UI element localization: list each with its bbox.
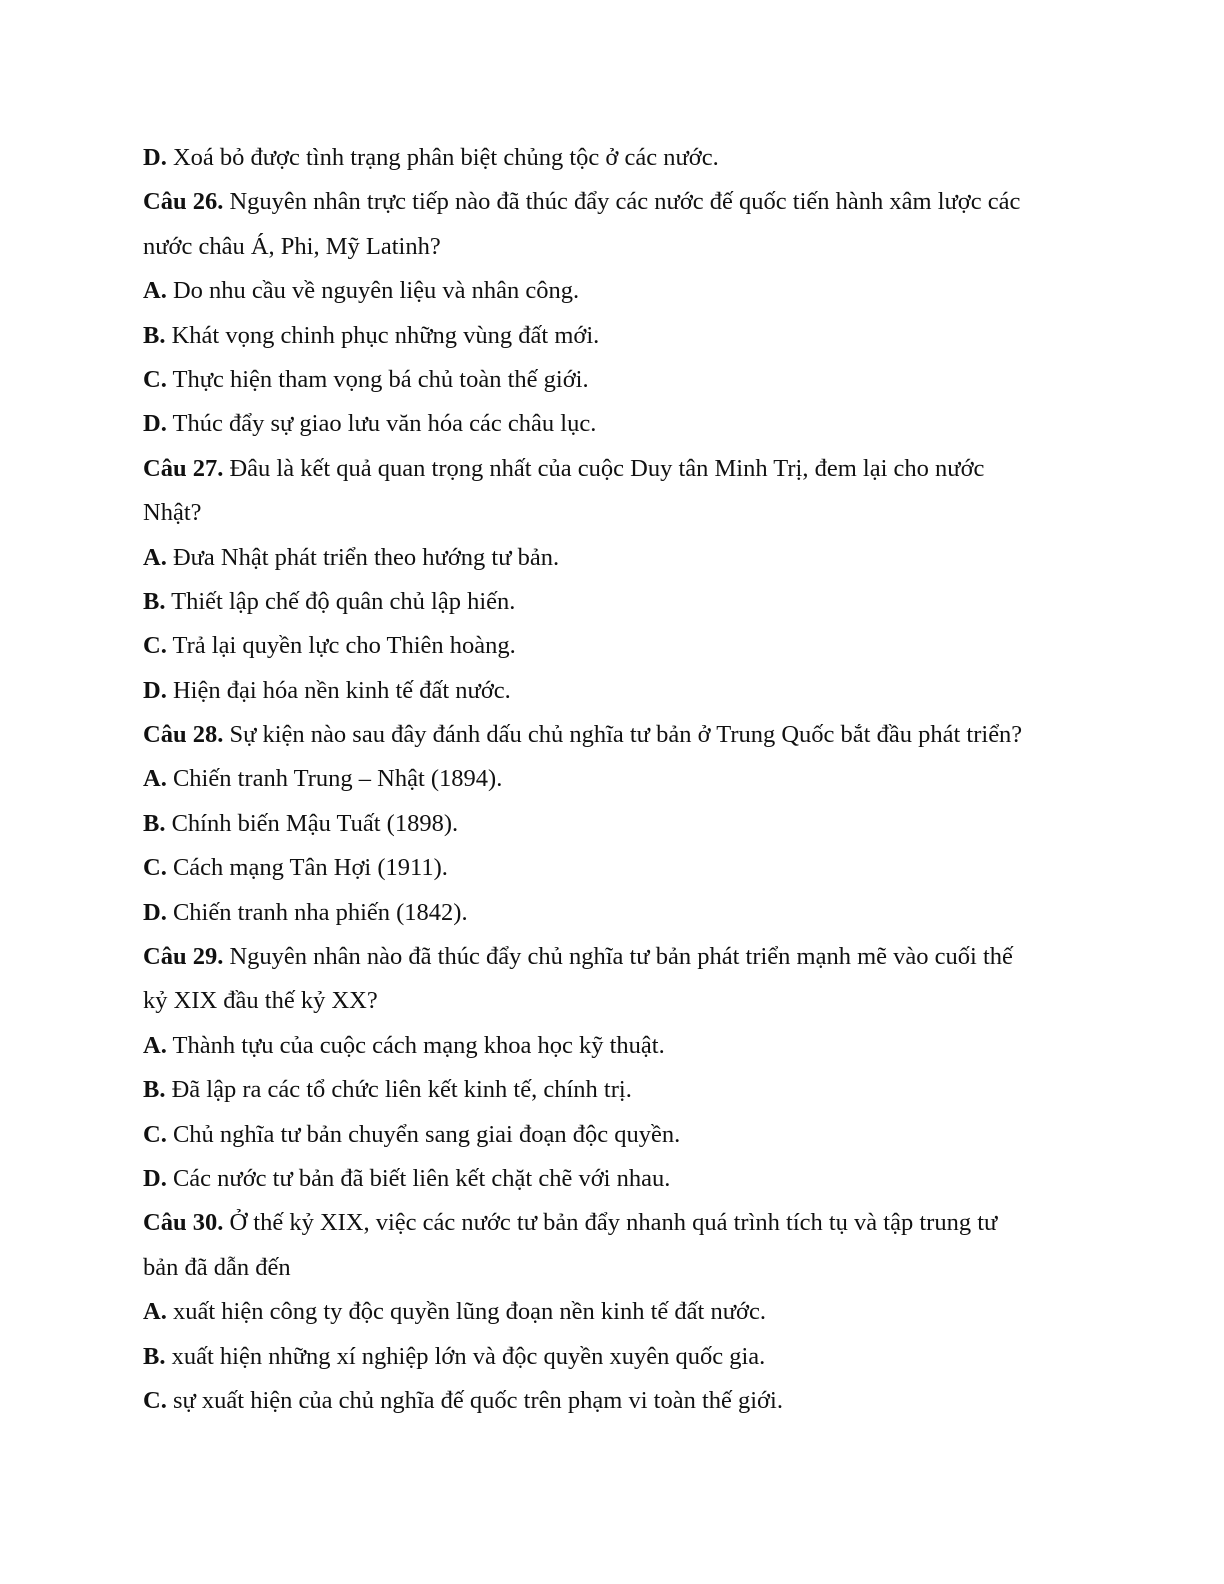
option-line [143, 1157, 1083, 1201]
option-text: xuất hiện công ty độc quyền lũng đoạn nền kinh tế đất nước. [166, 1298, 766, 1326]
option-line [143, 802, 1083, 846]
option-text: Chiến tranh Trung – Nhật (1894). [166, 765, 503, 793]
option-line [143, 136, 1083, 180]
question-text: Ở thế kỷ XIX, việc các nước tư bản đẩy nhanh quá trình tích tụ và tập trung tư [223, 1209, 998, 1237]
option-text: Hiện đại hóa nền kinh tế đất nước. [166, 676, 511, 704]
option-line [143, 314, 1083, 358]
option-text: Cách mạng Tân Hợi (1911). [166, 854, 448, 882]
option-text: Đã lập ra các tổ chức liên kết kinh tế, chính trị. [165, 1076, 632, 1104]
question-line [143, 180, 1083, 224]
option-line [143, 891, 1083, 935]
option-line [143, 536, 1083, 580]
option-text: Thực hiện tham vọng bá chủ toàn thế giới. [166, 365, 589, 393]
option-line [143, 1024, 1083, 1068]
option-label: A. [143, 1298, 167, 1326]
question-label: Câu 26. [143, 188, 224, 216]
option-line [143, 669, 1083, 713]
question-text: kỷ XIX đầu thế kỷ XX? [143, 987, 378, 1015]
option-line [143, 624, 1083, 668]
question-text: nước châu Á, Phi, Mỹ Latinh? [143, 232, 441, 260]
option-label: D. [143, 410, 167, 438]
question-line [143, 713, 1083, 757]
option-label: C. [143, 365, 167, 393]
question-label: Câu 29. [143, 943, 224, 971]
option-label: D. [143, 144, 167, 171]
option-line [143, 269, 1083, 313]
option-label: C. [143, 854, 167, 882]
question-line [143, 447, 1083, 491]
option-label: B. [143, 1076, 166, 1104]
question-text: Nguyên nhân nào đã thúc đẩy chủ nghĩa tư bản phát triển mạnh mẽ vào cuối thế [223, 943, 1013, 971]
document-page [143, 136, 1083, 1423]
question-line [143, 1201, 1083, 1245]
option-line [143, 402, 1083, 446]
option-label: A. [143, 765, 167, 793]
question-continuation [143, 1246, 1083, 1290]
question-text: Nguyên nhân trực tiếp nào đã thúc đẩy các nước đế quốc tiến hành xâm lược các [223, 188, 1021, 216]
option-text: Thành tựu của cuộc cách mạng khoa học kỹ thuật. [166, 1031, 665, 1059]
option-text: xuất hiện những xí nghiệp lớn và độc quyền xuyên quốc gia. [165, 1342, 766, 1370]
option-label: D. [143, 676, 167, 704]
option-text: Do nhu cầu về nguyên liệu và nhân công. [166, 277, 580, 305]
option-line [143, 757, 1083, 801]
option-text: Thúc đẩy sự giao lưu văn hóa các châu lục. [166, 410, 597, 438]
option-label: C. [143, 632, 167, 660]
option-line [143, 1068, 1083, 1112]
option-text: Xoá bỏ được tình trạng phân biệt chủng tộc ở các nước. [166, 144, 719, 171]
question-line [143, 935, 1083, 979]
question-continuation [143, 225, 1083, 269]
question-continuation [143, 979, 1083, 1023]
option-label: B. [143, 321, 166, 349]
option-label: B. [143, 587, 166, 615]
option-text: Đưa Nhật phát triển theo hướng tư bản. [166, 543, 560, 571]
question-text: bản đã dẫn đến [143, 1253, 291, 1281]
question-text: Sự kiện nào sau đây đánh dấu chủ nghĩa tư bản ở Trung Quốc bắt đầu phát triển? [223, 721, 1023, 749]
option-text: Trả lại quyền lực cho Thiên hoàng. [166, 632, 516, 660]
question-continuation [143, 491, 1083, 535]
option-label: A. [143, 1031, 167, 1059]
option-line [143, 1290, 1083, 1334]
question-label: Câu 27. [143, 454, 224, 482]
option-text: Các nước tư bản đã biết liên kết chặt chẽ với nhau. [166, 1164, 671, 1192]
option-text: Thiết lập chế độ quân chủ lập hiến. [165, 587, 516, 615]
option-text: sự xuất hiện của chủ nghĩa đế quốc trên phạm vi toàn thế giới. [166, 1386, 783, 1414]
option-label: B. [143, 809, 166, 837]
question-text: Nhật? [143, 499, 202, 527]
option-text: Chủ nghĩa tư bản chuyển sang giai đoạn độc quyền. [166, 1120, 681, 1148]
question-label: Câu 30. [143, 1209, 224, 1237]
option-label: C. [143, 1386, 167, 1414]
option-line [143, 358, 1083, 402]
option-label: D. [143, 1164, 167, 1192]
option-label: B. [143, 1342, 166, 1370]
option-label: D. [143, 898, 167, 926]
option-line [143, 1335, 1083, 1379]
option-label: A. [143, 277, 167, 305]
option-line [143, 846, 1083, 890]
option-line [143, 1113, 1083, 1157]
option-label: A. [143, 543, 167, 571]
option-label: C. [143, 1120, 167, 1148]
question-label: Câu 28. [143, 721, 224, 749]
option-text: Chiến tranh nha phiến (1842). [166, 898, 468, 926]
option-line [143, 580, 1083, 624]
option-text: Khát vọng chinh phục những vùng đất mới. [165, 321, 600, 349]
question-text: Đâu là kết quả quan trọng nhất của cuộc Duy tân Minh Trị, đem lại cho nước [223, 454, 985, 482]
option-line [143, 1379, 1083, 1423]
option-text: Chính biến Mậu Tuất (1898). [165, 809, 459, 837]
